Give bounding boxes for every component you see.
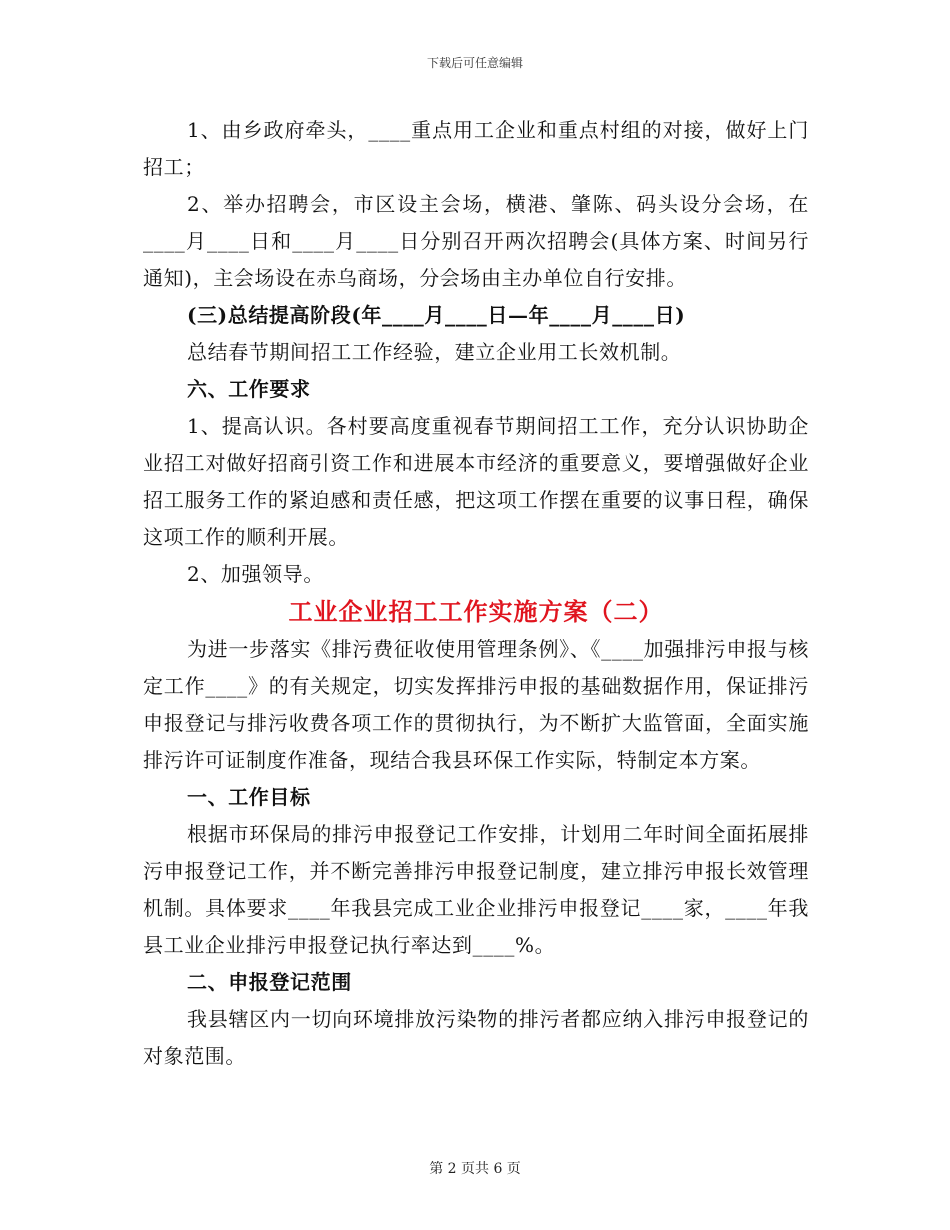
document-body (143, 112, 809, 1075)
paragraph: 二、申报登记范围 (187, 970, 352, 994)
paragraph: 六、工作要求 (187, 377, 311, 401)
paragraph: 总结春节期间招工工作经验，建立企业用工长效机制。 (187, 340, 682, 364)
paragraph: 为进一步落实《排污费征收使用管理条例》、《____加强排污申报与核定工作____》的有关规定，切实发挥排污申报的基础数据作用，保证排污申报登记与排污收费各项工作的贯彻执行，为不断扩大监管面，全面实施排污许可证制度作准备，现结合我县环保工作实际，特制定本方案。 (143, 637, 809, 772)
paragraph: 根据市环保局的排污申报登记工作安排，计划用二年时间全面拓展排污申报登记工作，并不断完善排污申报登记制度，建立排污申报长效管理机制。具体要求____年我县完成工业企业排污申报登记____家，____年我县工业企业排污申报登记执行率达到____%。 (143, 822, 809, 957)
paragraph: 2、加强领导。 (187, 562, 324, 586)
page-header: 下载后可任意编辑 (426, 56, 523, 70)
paragraph: 我县辖区内一切向环境排放污染物的排污者都应纳入排污申报登记的对象范围。 (143, 1007, 809, 1068)
paragraph: 1、由乡政府牵头，____重点用工企业和重点村组的对接，做好上门招工； (143, 118, 809, 179)
paragraph: 一、工作目标 (187, 785, 311, 809)
paragraph: (三)总结提高阶段(年____月____日—年____月____日) (187, 303, 686, 327)
paragraph: 2、举办招聘会，市区设主会场，横港、肇陈、码头设分会场，在____月____日和____月____日分别召开两次招聘会(具体方案、时间另行通知)，主会场设在赤乌商场，分会场由主办单位自行安排。 (143, 192, 809, 290)
page-footer: 第 2 页共 6 页 (429, 1161, 521, 1177)
paragraph: 1、提高认识。各村要高度重视春节期间招工工作，充分认识协助企业招工对做好招商引资工作和进展本市经济的重要意义，要增强做好企业招工服务工作的紧迫感和责任感，把这项工作摆在重要的议事日程，确保这项工作的顺利开展。 (143, 414, 809, 549)
section-title: 工业企业招工工作实施方案（二） (288, 597, 664, 626)
